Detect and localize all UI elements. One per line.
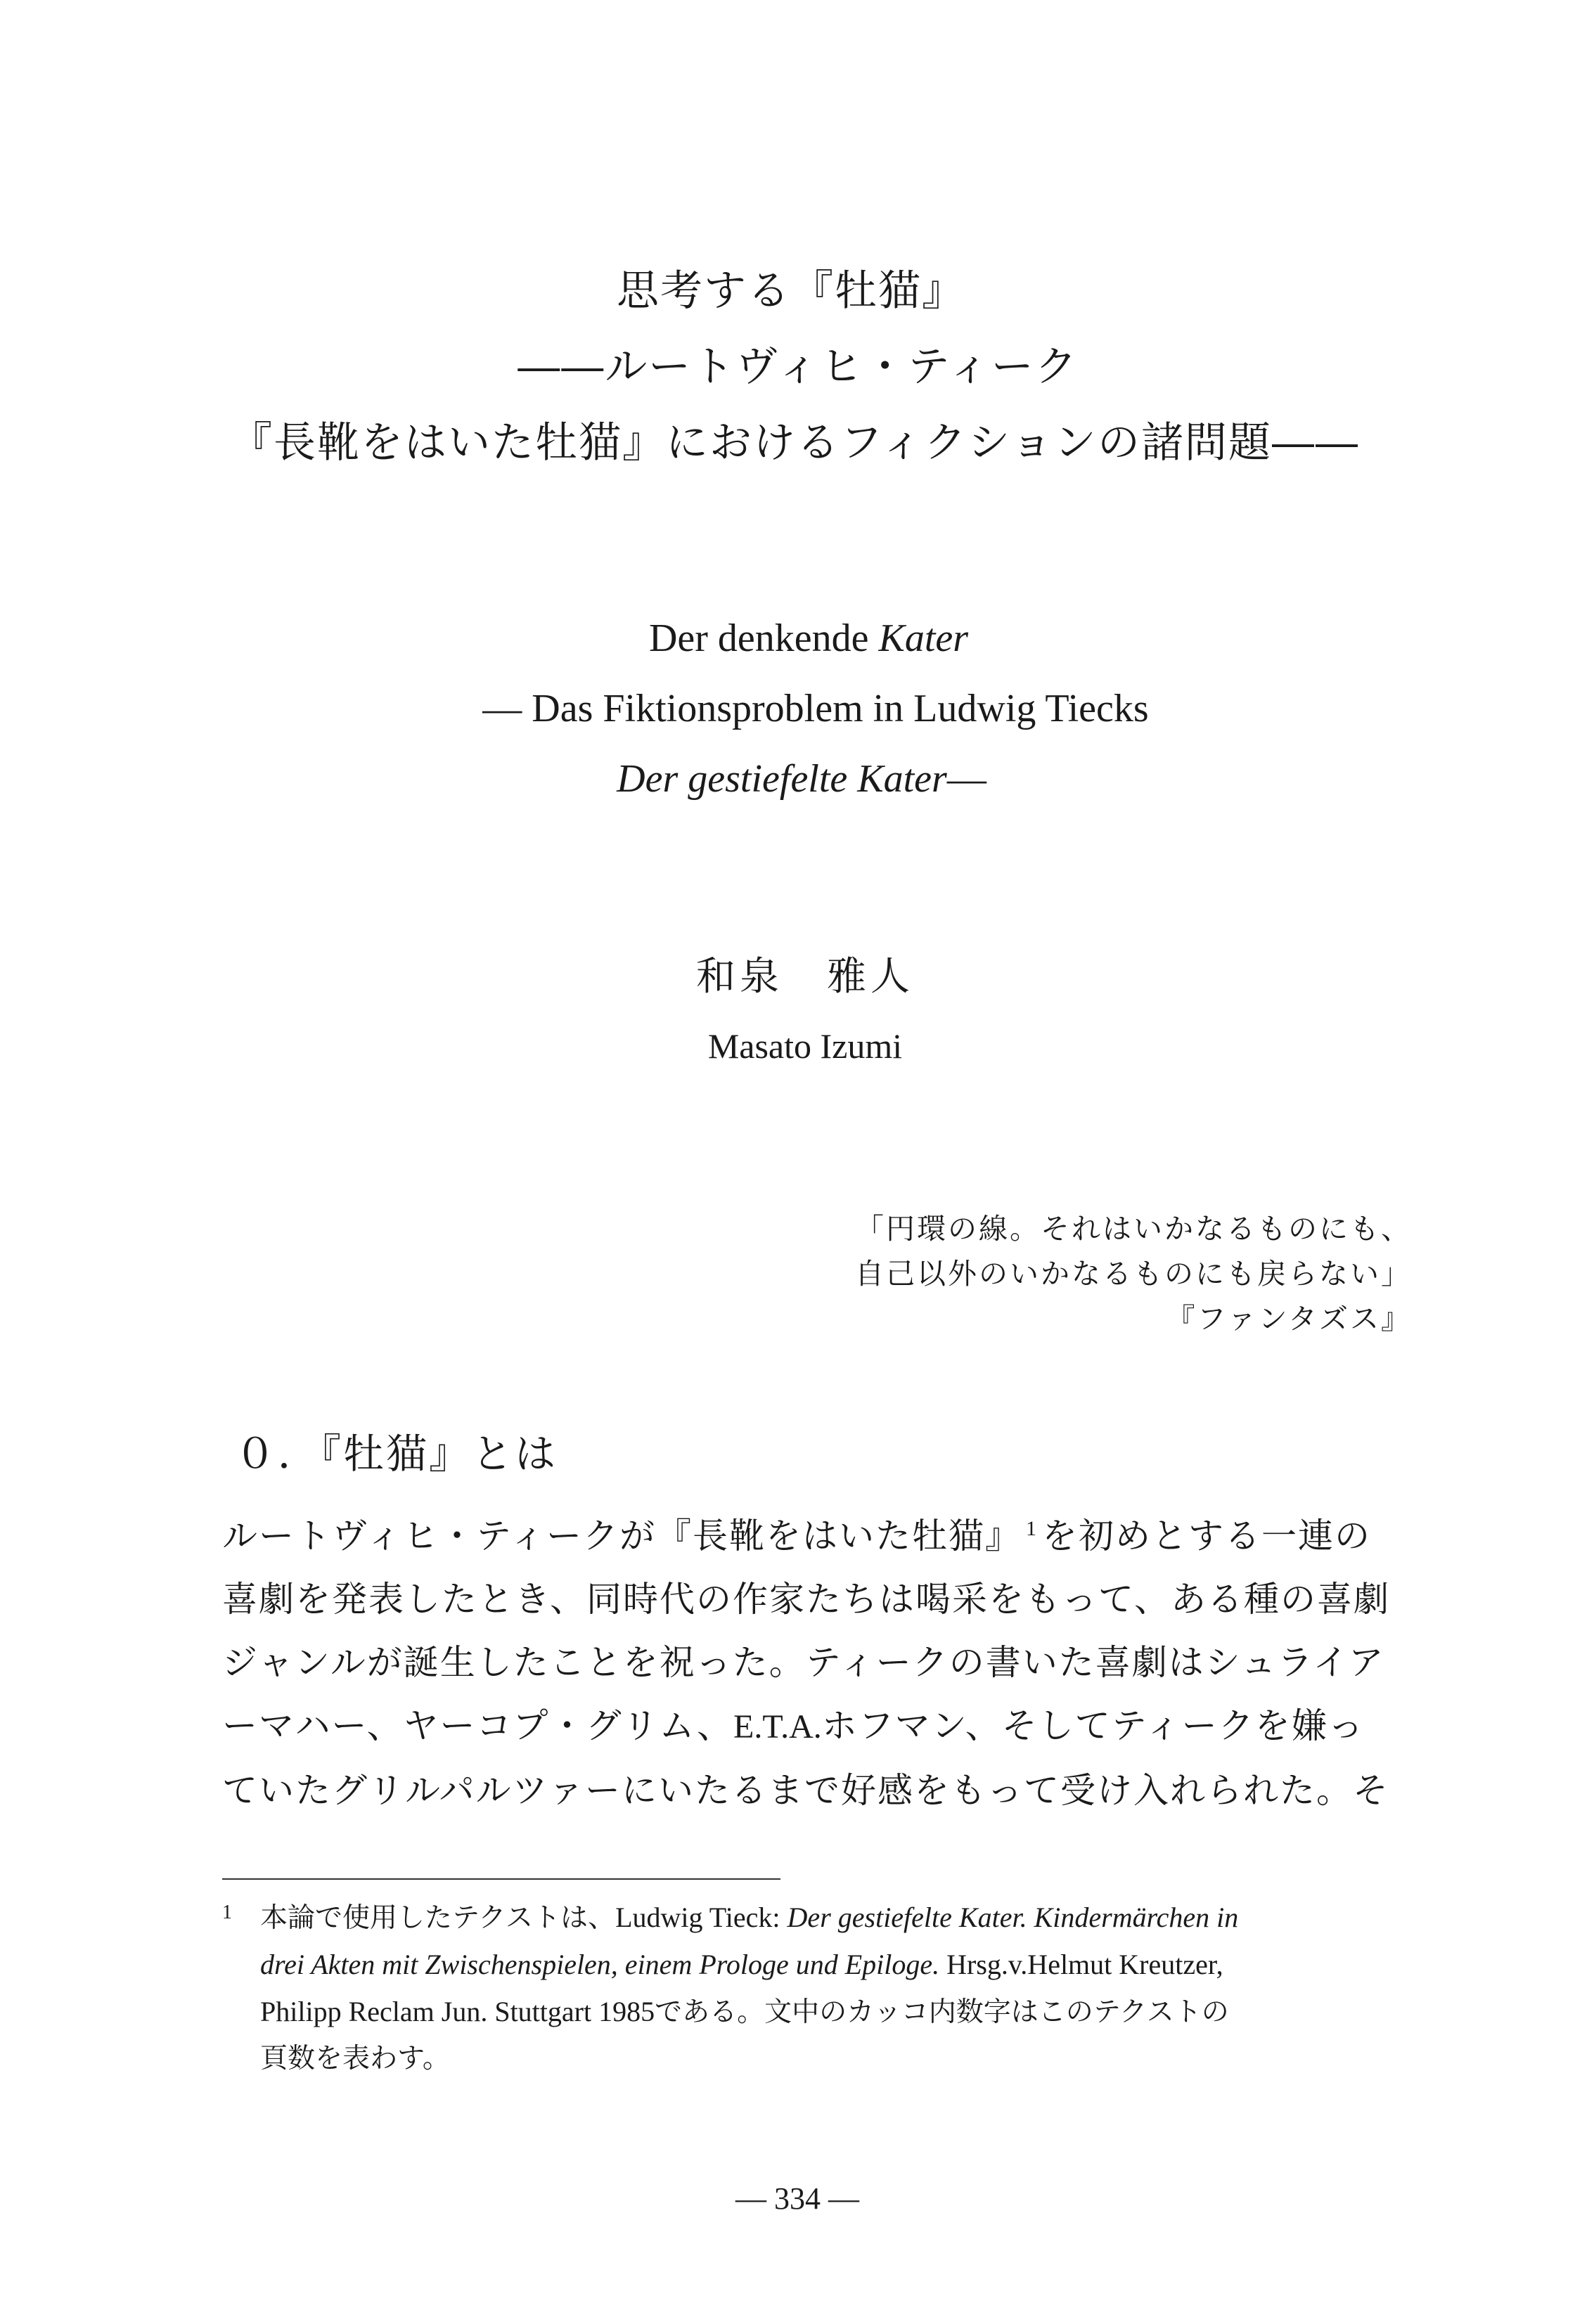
body-line-3: ジャンルが誕生したことを祝った。ティークの書いた喜劇はシュライア [222, 1642, 1385, 1683]
author-name-english: Masato Izumi [707, 1026, 903, 1066]
footnote-line-2-b: Hrsg.v.Helmut Kreutzer, [939, 1949, 1223, 1980]
body-paragraph [222, 1497, 1418, 1822]
footnote-line-1-b: Ludwig Tieck: [615, 1902, 788, 1933]
footnote-reference: 1 [1026, 1517, 1038, 1540]
epigraph-line-2: 自己以外のいかなるものにも戻らない」 [855, 1257, 1412, 1291]
japanese-title-main: 思考する『牡猫』 [617, 266, 965, 316]
body-line-4 [222, 1694, 1418, 1759]
footnote [222, 1890, 1410, 2082]
body-line-4-b: ホフマン、そしてティークを嫌っ [821, 1705, 1365, 1746]
german-title-subtitle-1: ― Das Fiktionsproblem in Ludwig Tiecks [482, 687, 1149, 730]
body-line-2: 喜劇を発表したとき、同時代の作家たちは喝采をもって、ある種の喜劇 [222, 1579, 1390, 1620]
author-block [0, 942, 1575, 1080]
footnote-line-1-a: 本論で使用したテクストは、 [260, 1902, 616, 1934]
japanese-title-subtitle-1: ――ルートヴィヒ・ティーク [518, 342, 1079, 392]
footnote-divider [222, 1878, 780, 1880]
german-title-subtitle-2 [28, 744, 1575, 814]
epigraph-source: 『ファンタズス』 [1166, 1302, 1412, 1336]
epigraph-line-1: 「円環の線。それはいかなるものにも、 [855, 1212, 1412, 1246]
footnote-line-3-a: Philipp Reclam Jun. Stuttgart 1985 [260, 1996, 655, 2027]
section-heading: ０．『牡猫』とは [235, 1430, 558, 1478]
german-title-work-italic: Der gestiefelte Kater [617, 757, 947, 801]
german-title-dash: ― [946, 757, 986, 801]
footnote-line-3-b: である。文中のカッコ内数字はこのテクストの [655, 1996, 1229, 2028]
body-line-4-a: ーマハー、ヤーコプ・グリム、 [222, 1705, 733, 1746]
footnote-line-3 [222, 1989, 1410, 2036]
body-line-1 [222, 1497, 1418, 1568]
footnote-mark: 1 [222, 1902, 232, 1923]
body-line-1-a: ルートヴィヒ・ティークが『長靴をはいた牡猫』 [222, 1516, 1022, 1556]
german-title-main-prefix: Der denkende [648, 616, 879, 660]
page-number [0, 2178, 1575, 2220]
body-line-1-b: を初めとする一連の [1042, 1516, 1371, 1556]
footnote-line-1-italic: Der gestiefelte Kater. Kindermärchen in [787, 1902, 1239, 1933]
epigraph [855, 1206, 1412, 1341]
german-title [0, 603, 1575, 814]
german-title-main-italic: Kater [878, 616, 969, 660]
footnote-line-1 [222, 1890, 1410, 1942]
japanese-title-subtitle-2: 『長靴をはいた牡猫』におけるフィクションの諸問題―― [230, 418, 1359, 467]
footnote-line-2 [222, 1942, 1410, 1989]
author-name-japanese: 和泉 雅人 [696, 954, 914, 1000]
body-line-4-latin: E.T.A. [733, 1708, 822, 1745]
body-line-5: ていたグリルパルツァーにいたるまで好感をもって受け入れられた。そ [222, 1770, 1389, 1811]
page-number-text: ― 334 ― [735, 2181, 859, 2216]
footnote-line-2-italic: drei Akten mit Zwischenspielen, einem Prologe und Epiloge. [260, 1949, 940, 1980]
footnote-line-4: 頁数を表わす。 [260, 2043, 450, 2074]
japanese-title [0, 253, 1575, 481]
german-title-main [42, 603, 1575, 673]
